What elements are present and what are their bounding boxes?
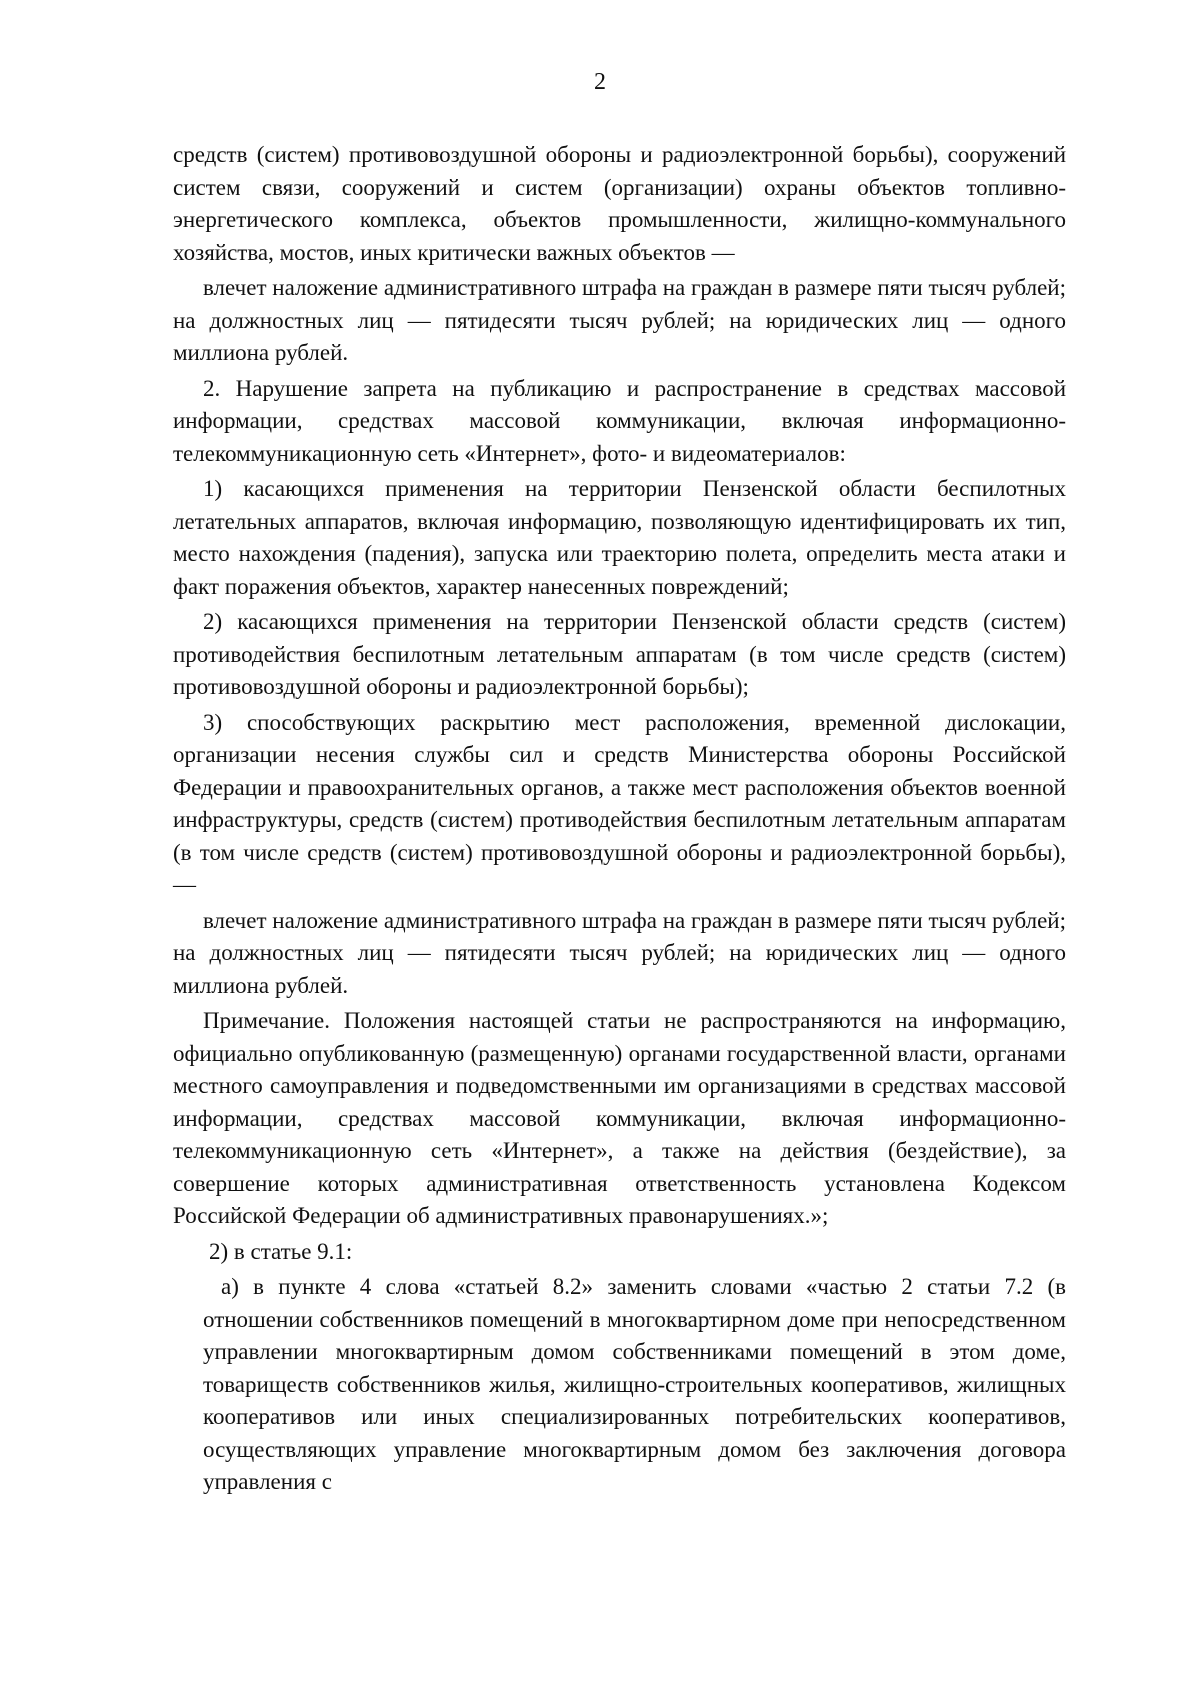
paragraph-part-2: 2. Нарушение запрета на публикацию и распространение в средствах массовой информации, средствах массовой коммуникации, включая информационно-телекоммуникационную сеть «Интернет», фото- и видеоматериалов: xyxy=(173,375,1066,466)
paragraph-penalty-1: влечет наложение административного штрафа на граждан в размере пяти тысяч рублей; на должностных лиц — пятидесяти тысяч рублей; на юридических лиц — одного миллиона рублей. xyxy=(173,275,1066,365)
paragraph-item-2: 2) касающихся применения на территории Пензенской области средств (систем) противодействия беспилотным летательным аппаратам (в том числе средств (систем) противовоздушной обороны и радиоэлектронной борьбы); xyxy=(173,609,1066,699)
paragraph-note: Примечание. Положения настоящей статьи не распространяются на информацию, официально опубликованную (размещенную) органами государственной власти, органами местного самоуправления и подведомственными им организациями в средствах массовой информации, средствах массовой коммуникации, включая информационно-телекоммуникационную сеть «Интернет», а также на действия (бездействие), за совершение которых административная ответственность установлена Кодексом Российской Федерации об административных правонарушениях.»; xyxy=(173,1008,1066,1228)
paragraph-penalty-2: влечет наложение административного штрафа на граждан в размере пяти тысяч рублей; на должностных лиц — пятидесяти тысяч рублей; на юридических лиц — одного миллиона рублей. xyxy=(173,907,1066,998)
document-body xyxy=(173,139,1066,1502)
paragraph-article-9-1: 2) в статье 9.1: xyxy=(209,1238,353,1264)
paragraph-subitem-a: а) в пункте 4 слова «статьей 8.2» заменить словами «частью 2 статьи 7.2 (в отношении собственников помещений в многоквартирном доме при непосредственном управлении многоквартирным домом собственниками помещений в этом доме, товариществ собственников жилья, жилищно-строительных кооперативов, жилищных кооперативов или иных специализированных потребительских кооперативов, осуществляющих управление многоквартирным домом без заключения договора управления с xyxy=(203,1274,1066,1494)
paragraph-item-3: 3) способствующих раскрытию мест расположения, временной дислокации, организации несения службы сил и средств Министерства обороны Российской Федерации и правоохранительных органов, а также мест расположения объектов военной инфраструктуры, средств (систем) противодействия беспилотным летательным аппаратам (в том числе средств (систем) противовоздушной обороны и радиоэлектронной борьбы), — xyxy=(173,709,1066,897)
paragraph-item-1: 1) касающихся применения на территории Пензенской области беспилотных летательных аппаратов, включая информацию, позволяющую идентифицировать их тип, место нахождения (падения), запуска или траекторию полета, определить места атаки и факт поражения объектов, характер нанесенных повреждений; xyxy=(173,476,1066,599)
page-number: 2 xyxy=(594,69,606,95)
paragraph-continuation: средств (систем) противовоздушной обороны и радиоэлектронной борьбы), сооружений систем связи, сооружений и систем (организации) охраны объектов топливно-энергетического комплекса, объектов промышленности, жилищно-коммунального хозяйства, мостов, иных критически важных объектов — xyxy=(173,142,1066,265)
